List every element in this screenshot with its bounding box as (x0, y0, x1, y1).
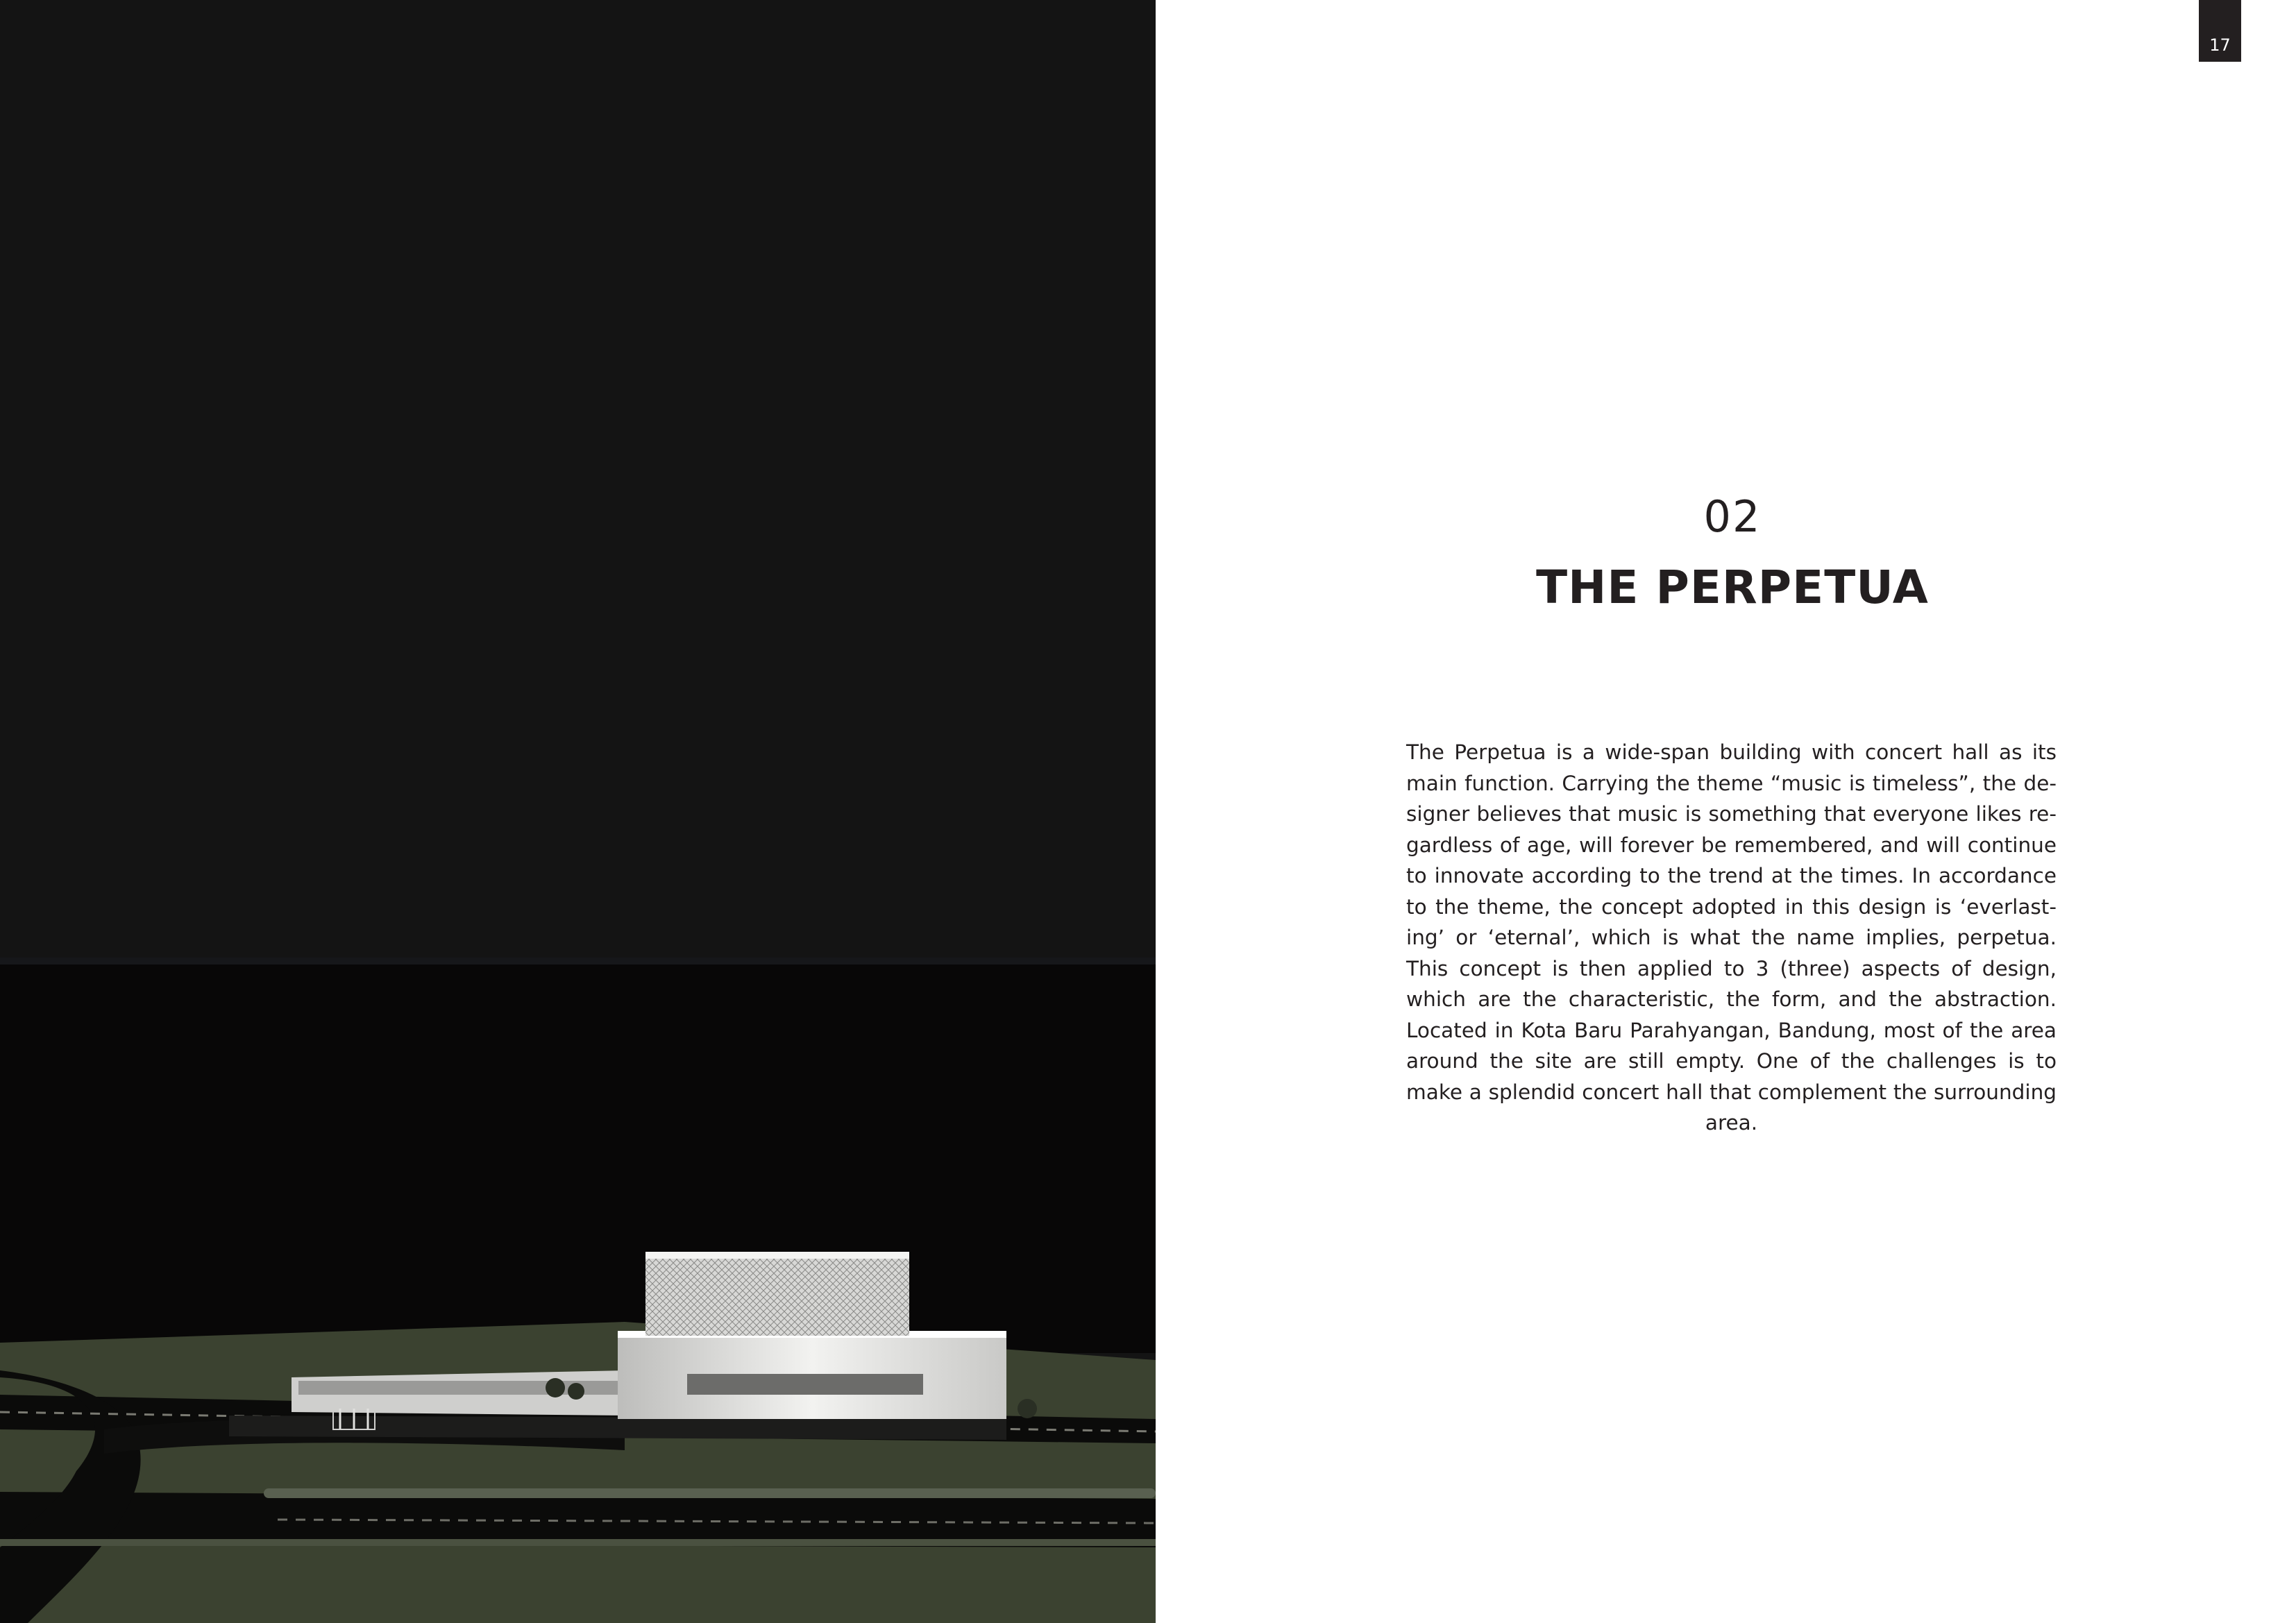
tree (568, 1383, 584, 1400)
drum-top (645, 1252, 909, 1259)
median-strip (264, 1488, 1156, 1498)
dark-ground (0, 965, 1156, 1353)
tree (546, 1378, 565, 1397)
concert-hall-drum (645, 1256, 909, 1336)
section-title: THE PERPETUA (1536, 561, 1929, 614)
night-sky (0, 0, 1156, 965)
tree (1018, 1399, 1037, 1418)
page-number-badge (2199, 0, 2241, 62)
page-number: 17 (2209, 35, 2231, 55)
section-description: The Perpetua is a wide-span building with concert hall as its main function. Carrying the theme “music is timeless”, the designer believes that music is something that everyone likes regardless of age, will forever be remembered, and will continue to innovate according to the trend at the times. In accordance to the theme, the concept adopted in this design is ‘everlasting’ or ‘eternal’, which is what the name implies, perpetua. This concept is then applied to 3 (three) aspects of design, which are the characteristic, the form, and the abstraction. Located in Kota Baru Parahyangan, Bandung, most of the area around the site are still empty. One of the challenges is to make a splendid concert hall that complement the surrounding area. (1406, 740, 2057, 1135)
median-strip-2 (0, 1539, 1156, 1546)
podium-windows (687, 1374, 923, 1395)
plaza (229, 1416, 1006, 1440)
section-number: 02 (1703, 491, 1762, 542)
